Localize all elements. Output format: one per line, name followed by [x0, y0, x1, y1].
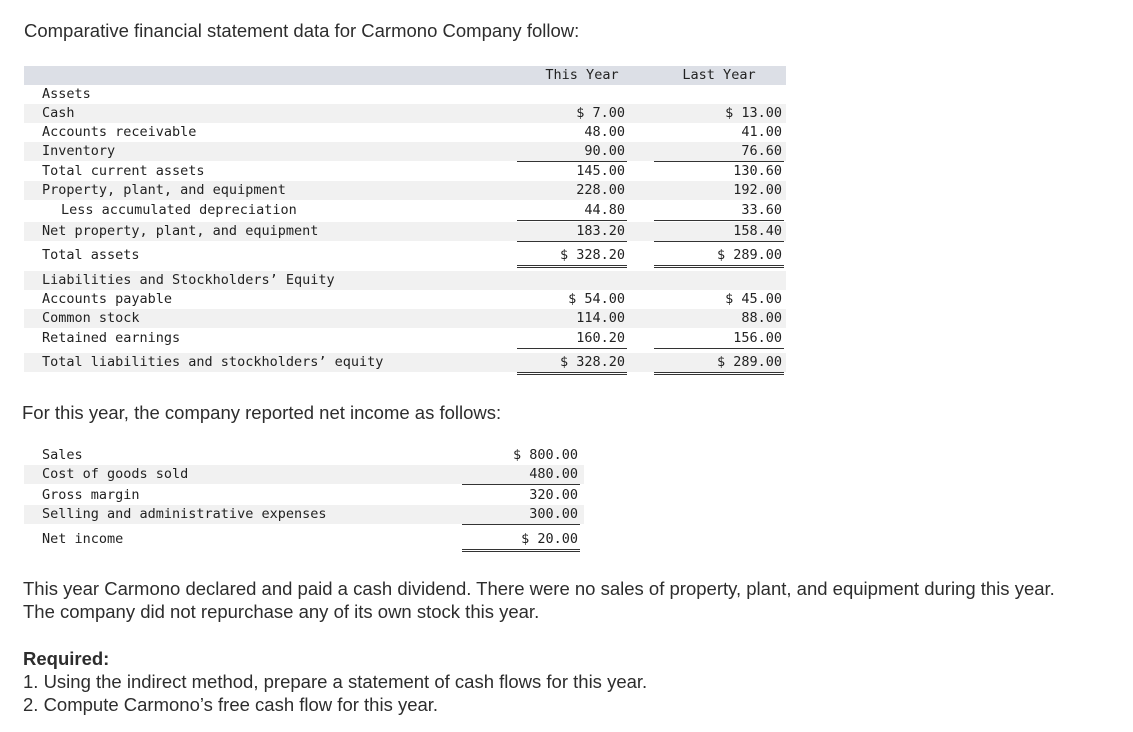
- col-header-last-year: Last Year: [682, 67, 756, 83]
- last-year-value: 156.00: [654, 329, 784, 349]
- row-label: Accounts payable: [42, 291, 173, 307]
- last-year-value: 33.60: [654, 201, 784, 221]
- table-row: [24, 530, 584, 549]
- this-year-value: 48.00: [584, 124, 625, 140]
- this-year-value: $ 328.20: [517, 246, 627, 268]
- table-row: [24, 353, 786, 372]
- last-year-value: 41.00: [741, 124, 782, 140]
- row-label: Net property, plant, and equipment: [42, 223, 319, 239]
- last-year-value: 88.00: [741, 310, 782, 326]
- row-label: Retained earnings: [42, 330, 181, 346]
- table-row: [24, 465, 584, 484]
- note-line: The company did not repurchase any of its own stock this year.: [23, 601, 540, 622]
- row-label: Inventory: [42, 143, 116, 159]
- last-year-value: $ 45.00: [725, 291, 782, 307]
- this-year-value: 228.00: [576, 182, 625, 198]
- last-year-value: 192.00: [733, 182, 782, 198]
- last-year-value: $ 13.00: [725, 105, 782, 121]
- row-label: Less accumulated depreciation: [61, 202, 297, 218]
- table-row: [24, 486, 584, 505]
- required-item-1: 1. Using the indirect method, prepare a statement of cash flows for this year.: [23, 671, 648, 692]
- table-row: [24, 505, 584, 524]
- this-year-value: $ 7.00: [576, 105, 625, 121]
- last-year-value: 76.60: [654, 142, 784, 162]
- table-row: [24, 162, 786, 181]
- dividend-note: [23, 577, 1128, 623]
- row-label: Gross margin: [42, 487, 140, 503]
- last-year-value: 130.60: [733, 163, 782, 179]
- row-label: Selling and administrative expenses: [42, 506, 327, 522]
- balance-sheet-table: [24, 66, 786, 378]
- table-row: [24, 201, 786, 220]
- row-label: Property, plant, and equipment: [42, 182, 286, 198]
- row-label: Net income: [42, 531, 124, 547]
- table-header: [24, 66, 786, 85]
- row-label: Cash: [42, 105, 75, 121]
- amount-value: 320.00: [529, 487, 578, 503]
- this-year-value: 114.00: [576, 310, 625, 326]
- row-label: Assets: [42, 86, 91, 102]
- income-intro-text: For this year, the company reported net income as follows:: [22, 402, 502, 423]
- table-row: [24, 246, 786, 265]
- this-year-value: $ 54.00: [568, 291, 625, 307]
- table-row: [24, 271, 786, 290]
- this-year-value: 183.20: [517, 222, 627, 242]
- income-statement-table: [24, 446, 584, 558]
- this-year-value: $ 328.20: [517, 353, 627, 375]
- amount-value: $ 20.00: [462, 530, 580, 552]
- row-label: Total current assets: [42, 163, 205, 179]
- row-label: Total assets: [42, 247, 140, 263]
- this-year-value: 90.00: [517, 142, 627, 162]
- row-label: Cost of goods sold: [42, 466, 189, 482]
- table-row: [24, 181, 786, 200]
- table-row: [24, 85, 786, 104]
- last-year-value: $ 289.00: [654, 246, 784, 268]
- table-row: [24, 290, 786, 309]
- col-header-this-year: This Year: [545, 67, 619, 83]
- row-label: Accounts receivable: [42, 124, 197, 140]
- required-heading: Required:: [23, 648, 110, 669]
- required-item-2: 2. Compute Carmono’s free cash flow for this year.: [23, 694, 439, 715]
- row-label: Total liabilities and stockholders’ equity: [42, 354, 384, 370]
- row-label: Liabilities and Stockholders’ Equity: [42, 272, 335, 288]
- amount-value: $ 800.00: [512, 447, 578, 463]
- note-line: This year Carmono declared and paid a cash dividend. There were no sales of property, plant, and equipment during this year.: [23, 578, 1055, 599]
- row-label: Sales: [42, 447, 83, 463]
- last-year-value: $ 289.00: [654, 353, 784, 375]
- last-year-value: 158.40: [654, 222, 784, 242]
- table-row: [24, 309, 786, 328]
- table-row: [24, 123, 786, 142]
- table-row: [24, 222, 786, 241]
- row-label: Common stock: [42, 310, 140, 326]
- table-row: [24, 104, 786, 123]
- this-year-value: 160.20: [517, 329, 627, 349]
- table-row: [24, 329, 786, 348]
- amount-value: 480.00: [462, 465, 580, 485]
- required-section: [23, 647, 647, 716]
- amount-value: 300.00: [462, 505, 580, 525]
- this-year-value: 44.80: [517, 201, 627, 221]
- table-row: [24, 446, 584, 465]
- table-row: [24, 142, 786, 161]
- intro-text: Comparative financial statement data for Carmono Company follow:: [24, 20, 580, 41]
- this-year-value: 145.00: [576, 163, 625, 179]
